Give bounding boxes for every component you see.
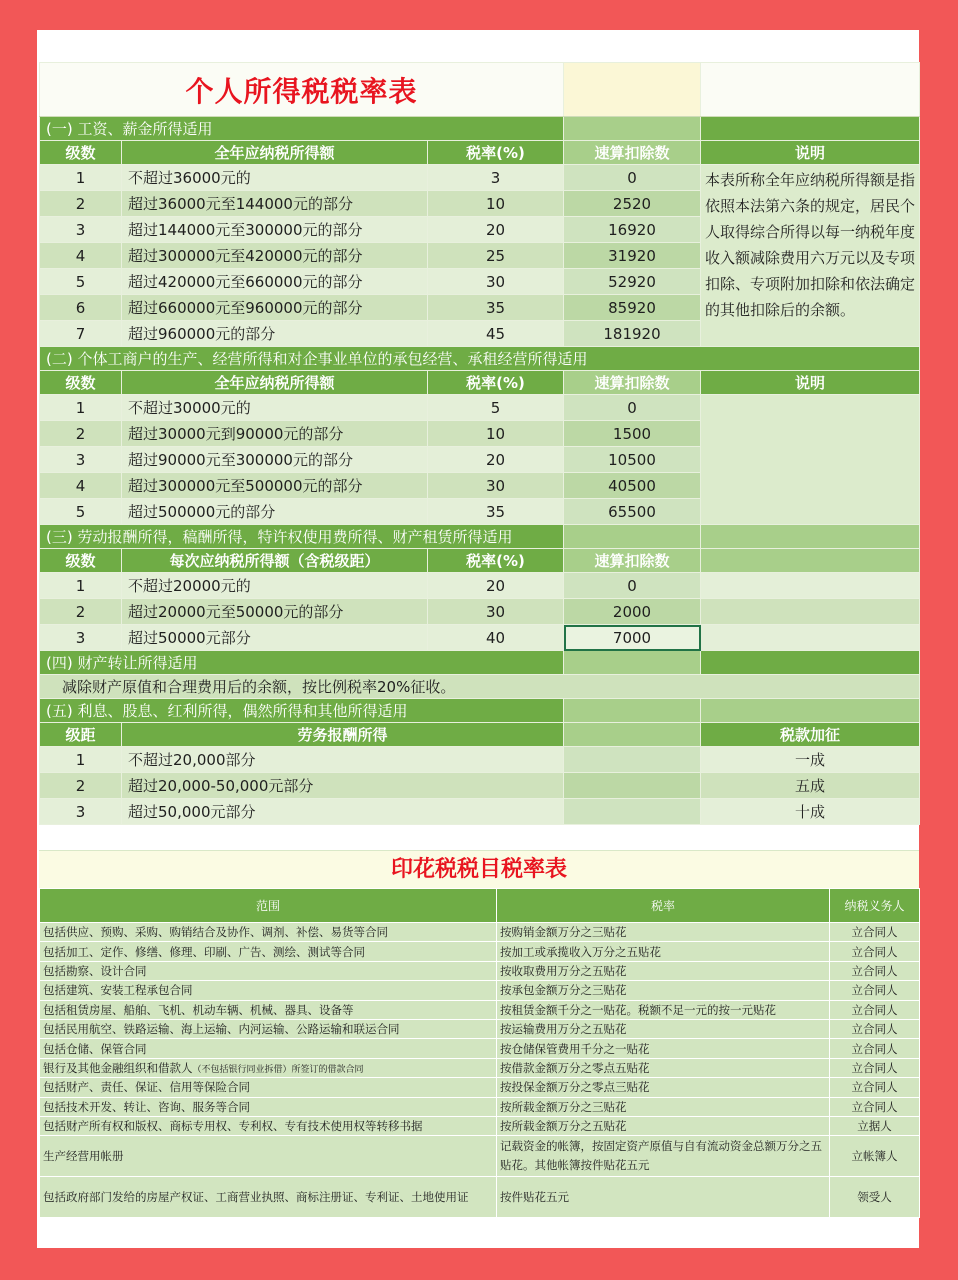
table-row — [40, 773, 920, 799]
section-1-note[interactable]: 本表所称全年应纳税所得额是指依照本法第六条的规定，居民个人取得综合所得以每一纳税年度收入额减除费用六万元以及专项扣除、专项附加扣除和依法确定的其他扣除后的余额。 — [701, 165, 920, 347]
col-header: 级数 — [40, 371, 122, 395]
cell[interactable]: 包括财产、责任、保证、信用等保险合同 — [40, 1078, 497, 1097]
table-row — [40, 923, 920, 942]
table-row — [40, 1019, 920, 1038]
cell[interactable]: 包括民用航空、铁路运输、海上运输、内河运输、公路运输和联运合同 — [40, 1019, 497, 1038]
cell[interactable]: 超过20000元至50000元的部分 — [122, 599, 428, 625]
cell[interactable]: 按运输费用万分之五贴花 — [497, 1019, 830, 1038]
cell[interactable] — [701, 625, 920, 651]
cell[interactable]: 立合同人 — [830, 1078, 920, 1097]
cell[interactable]: 立合同人 — [830, 1039, 920, 1058]
cell[interactable]: 5 — [40, 269, 122, 295]
cell[interactable]: 包括仓储、保管合同 — [40, 1039, 497, 1058]
cell[interactable]: 按所载金额万分之五贴花 — [497, 1116, 830, 1135]
cell[interactable]: 按投保金额万分之零点三贴花 — [497, 1078, 830, 1097]
cell[interactable]: 立据人 — [830, 1116, 920, 1135]
cell[interactable]: 5 — [40, 499, 122, 525]
cell-text: 银行及其他金融组织和借款人 — [43, 1060, 193, 1075]
cell[interactable]: 3 — [40, 625, 122, 651]
cell[interactable]: 按借款金额万分之零点五贴花 — [497, 1058, 830, 1077]
cell[interactable]: 领受人 — [830, 1177, 920, 1218]
col-header: 级数 — [40, 141, 122, 165]
cell[interactable]: 1500 — [564, 421, 701, 447]
cell[interactable] — [564, 799, 701, 825]
cell[interactable]: 2 — [40, 599, 122, 625]
section-5-heading: (五) 利息、股息、红利所得，偶然所得和其他所得适用 — [40, 699, 564, 723]
col-header: 税款加征 — [701, 723, 920, 747]
cell[interactable]: 16920 — [564, 217, 701, 243]
cell[interactable]: 超过36000元至144000元的部分 — [122, 191, 428, 217]
col-header: 全年应纳税所得额 — [122, 371, 428, 395]
cell[interactable]: 30 — [428, 473, 564, 499]
cell[interactable] — [40, 1058, 497, 1077]
cell[interactable]: 2 — [40, 421, 122, 447]
cell[interactable]: 超过50,000元部分 — [122, 799, 564, 825]
col-header: 速算扣除数 — [564, 141, 701, 165]
cell[interactable]: 立合同人 — [830, 1058, 920, 1077]
cell[interactable]: 40 — [428, 625, 564, 651]
cell[interactable]: 不超过30000元的 — [122, 395, 428, 421]
cell[interactable]: 包括供应、预购、采购、购销结合及协作、调剂、补偿、易货等合同 — [40, 923, 497, 942]
table-row — [40, 625, 920, 651]
cell[interactable]: 65500 — [564, 499, 701, 525]
table-row — [40, 573, 920, 599]
col-header: 每次应纳税所得额（含税级距） — [122, 549, 428, 573]
cell[interactable]: 包括租赁房屋、船舶、飞机、机动车辆、机械、器具、设备等 — [40, 1000, 497, 1019]
cell[interactable]: 包括勘察、设计合同 — [40, 961, 497, 980]
section-2-note[interactable] — [701, 395, 920, 525]
cell[interactable]: 0 — [564, 573, 701, 599]
cell[interactable]: 超过300000元至500000元的部分 — [122, 473, 428, 499]
cell[interactable]: 4 — [40, 243, 122, 269]
cell[interactable]: 7 — [40, 321, 122, 347]
cell[interactable]: 按件贴花五元 — [497, 1177, 830, 1218]
cell[interactable]: 不超过20000元的 — [122, 573, 428, 599]
cell[interactable]: 2000 — [564, 599, 701, 625]
cell[interactable]: 立合同人 — [830, 923, 920, 942]
cell[interactable]: 一成 — [701, 747, 920, 773]
cell[interactable] — [564, 747, 701, 773]
cell[interactable]: 超过30000元到90000元的部分 — [122, 421, 428, 447]
cell[interactable] — [701, 599, 920, 625]
cell[interactable]: 超过960000元的部分 — [122, 321, 428, 347]
page — [37, 30, 919, 1248]
cell-note: （不包括银行同业拆借） — [192, 1064, 292, 1075]
cell[interactable]: 五成 — [701, 773, 920, 799]
cell[interactable]: 立合同人 — [830, 1019, 920, 1038]
table-row — [40, 395, 920, 421]
table-row — [40, 799, 920, 825]
cell[interactable]: 3 — [40, 217, 122, 243]
cell[interactable]: 包括技术开发、转让、咨询、服务等合同 — [40, 1097, 497, 1116]
cell[interactable] — [701, 573, 920, 599]
cell[interactable]: 45 — [428, 321, 564, 347]
cell[interactable]: 52920 — [564, 269, 701, 295]
cell[interactable]: 包括加工、定作、修缮、修理、印刷、广告、测绘、测试等合同 — [40, 942, 497, 961]
cell[interactable]: 35 — [428, 499, 564, 525]
col-header: 级距 — [40, 723, 122, 747]
col-header: 说明 — [701, 371, 920, 395]
cell[interactable]: 3 — [428, 165, 564, 191]
cell[interactable]: 2520 — [564, 191, 701, 217]
cell[interactable]: 20 — [428, 573, 564, 599]
cell[interactable]: 立合同人 — [830, 961, 920, 980]
cell[interactable]: 按购销金额万分之三贴花 — [497, 923, 830, 942]
col-header: 范围 — [40, 889, 497, 923]
col-header: 税率(%) — [428, 141, 564, 165]
cell[interactable]: 超过420000元至660000元的部分 — [122, 269, 428, 295]
cell[interactable]: 6 — [40, 295, 122, 321]
cell[interactable]: 超过144000元至300000元的部分 — [122, 217, 428, 243]
cell[interactable]: 181920 — [564, 321, 701, 347]
table-row — [40, 1058, 920, 1077]
section-4-text[interactable]: 减除财产原值和合理费用后的余额，按比例税率20%征收。 — [40, 675, 920, 699]
cell[interactable]: 85920 — [564, 295, 701, 321]
section-3-heading: (三) 劳动报酬所得，稿酬所得，特许权使用费所得、财产租赁所得适用 — [40, 525, 564, 549]
cell[interactable]: 超过50000元部分 — [122, 625, 428, 651]
cell[interactable]: 按加工或承揽收入万分之五贴花 — [497, 942, 830, 961]
stamp-tax-table — [39, 888, 920, 1218]
cell[interactable]: 不超过36000元的 — [122, 165, 428, 191]
cell[interactable]: 10 — [428, 191, 564, 217]
cell[interactable]: 立帐簿人 — [830, 1136, 920, 1177]
cell[interactable]: 不超过20,000部分 — [122, 747, 564, 773]
income-tax-title: 个人所得税税率表 — [40, 63, 564, 117]
cell[interactable]: 超过90000元至300000元的部分 — [122, 447, 428, 473]
section-4-heading: (四) 财产转让所得适用 — [40, 651, 564, 675]
col-header: 纳税义务人 — [830, 889, 920, 923]
table-row — [40, 1177, 920, 1218]
cell[interactable]: 5 — [428, 395, 564, 421]
table-row — [40, 1078, 920, 1097]
cell[interactable]: 超过300000元至420000元的部分 — [122, 243, 428, 269]
table-row — [40, 165, 920, 191]
cell[interactable]: 1 — [40, 573, 122, 599]
cell[interactable]: 4 — [40, 473, 122, 499]
cell[interactable]: 30 — [428, 599, 564, 625]
cell[interactable]: 20 — [428, 447, 564, 473]
table-row — [40, 981, 920, 1000]
table-row — [40, 599, 920, 625]
cell[interactable]: 立合同人 — [830, 942, 920, 961]
cell[interactable]: 2 — [40, 191, 122, 217]
cell[interactable]: 按承包金额万分之三贴花 — [497, 981, 830, 1000]
cell[interactable]: 按仓储保管费用千分之一贴花 — [497, 1039, 830, 1058]
cell[interactable]: 1 — [40, 747, 122, 773]
col-header: 全年应纳税所得额 — [122, 141, 428, 165]
cell[interactable]: 0 — [564, 395, 701, 421]
cell[interactable] — [564, 773, 701, 799]
cell[interactable]: 按租赁金额千分之一贴花。税额不足一元的按一元贴花 — [497, 1000, 830, 1019]
cell[interactable]: 30 — [428, 269, 564, 295]
cell[interactable]: 2 — [40, 773, 122, 799]
selected-cell[interactable]: 7000 — [564, 625, 701, 651]
cell[interactable]: 10 — [428, 421, 564, 447]
col-header: 速算扣除数 — [564, 371, 701, 395]
cell[interactable]: 1 — [40, 165, 122, 191]
cell[interactable]: 包括政府部门发给的房屋产权证、工商营业执照、商标注册证、专利证、土地使用证 — [40, 1177, 497, 1218]
cell[interactable]: 3 — [40, 799, 122, 825]
cell[interactable]: 40500 — [564, 473, 701, 499]
cell[interactable]: 记载资金的帐簿，按固定资产原值与自有流动资金总额万分之五贴花。其他帐簿按件贴花五元 — [497, 1136, 830, 1177]
cell[interactable]: 立合同人 — [830, 981, 920, 1000]
cell[interactable]: 十成 — [701, 799, 920, 825]
income-tax-table — [39, 62, 920, 825]
col-header: 速算扣除数 — [564, 549, 701, 573]
table-row — [40, 1136, 920, 1177]
col-header: 说明 — [701, 141, 920, 165]
stamp-tax-title: 印花税税目税率表 — [39, 850, 919, 888]
cell[interactable]: 超过500000元的部分 — [122, 499, 428, 525]
cell[interactable]: 按收取费用万分之五贴花 — [497, 961, 830, 980]
cell[interactable]: 超过660000元至960000元的部分 — [122, 295, 428, 321]
section-2-heading: (二) 个体工商户的生产、经营所得和对企事业单位的承包经营、承租经营所得适用 — [40, 347, 920, 371]
cell[interactable]: 1 — [40, 395, 122, 421]
table-row — [40, 942, 920, 961]
col-header: 税率(%) — [428, 549, 564, 573]
cell[interactable]: 包括建筑、安装工程承包合同 — [40, 981, 497, 1000]
col-header: 税率(%) — [428, 371, 564, 395]
cell[interactable]: 超过20,000-50,000元部分 — [122, 773, 564, 799]
table-row — [40, 1097, 920, 1116]
table-row — [40, 1116, 920, 1135]
cell[interactable]: 按所载金额万分之三贴花 — [497, 1097, 830, 1116]
section-1-heading: (一) 工资、薪金所得适用 — [40, 117, 564, 141]
col-header: 税率 — [497, 889, 830, 923]
cell[interactable]: 立合同人 — [830, 1097, 920, 1116]
cell[interactable]: 35 — [428, 295, 564, 321]
cell[interactable]: 包括财产所有权和版权、商标专用权、专利权、专有技术使用权等转移书据 — [40, 1116, 497, 1135]
cell[interactable]: 0 — [564, 165, 701, 191]
col-header: 级数 — [40, 549, 122, 573]
table-row — [40, 961, 920, 980]
table-row — [40, 747, 920, 773]
table-row — [40, 1039, 920, 1058]
cell-note: 所签订的借款合同 — [291, 1064, 364, 1075]
cell[interactable]: 生产经营用帐册 — [40, 1136, 497, 1177]
table-row — [40, 1000, 920, 1019]
cell[interactable]: 10500 — [564, 447, 701, 473]
cell[interactable]: 31920 — [564, 243, 701, 269]
cell[interactable]: 20 — [428, 217, 564, 243]
cell[interactable]: 立合同人 — [830, 1000, 920, 1019]
cell[interactable]: 3 — [40, 447, 122, 473]
cell[interactable]: 25 — [428, 243, 564, 269]
col-header: 劳务报酬所得 — [122, 723, 564, 747]
